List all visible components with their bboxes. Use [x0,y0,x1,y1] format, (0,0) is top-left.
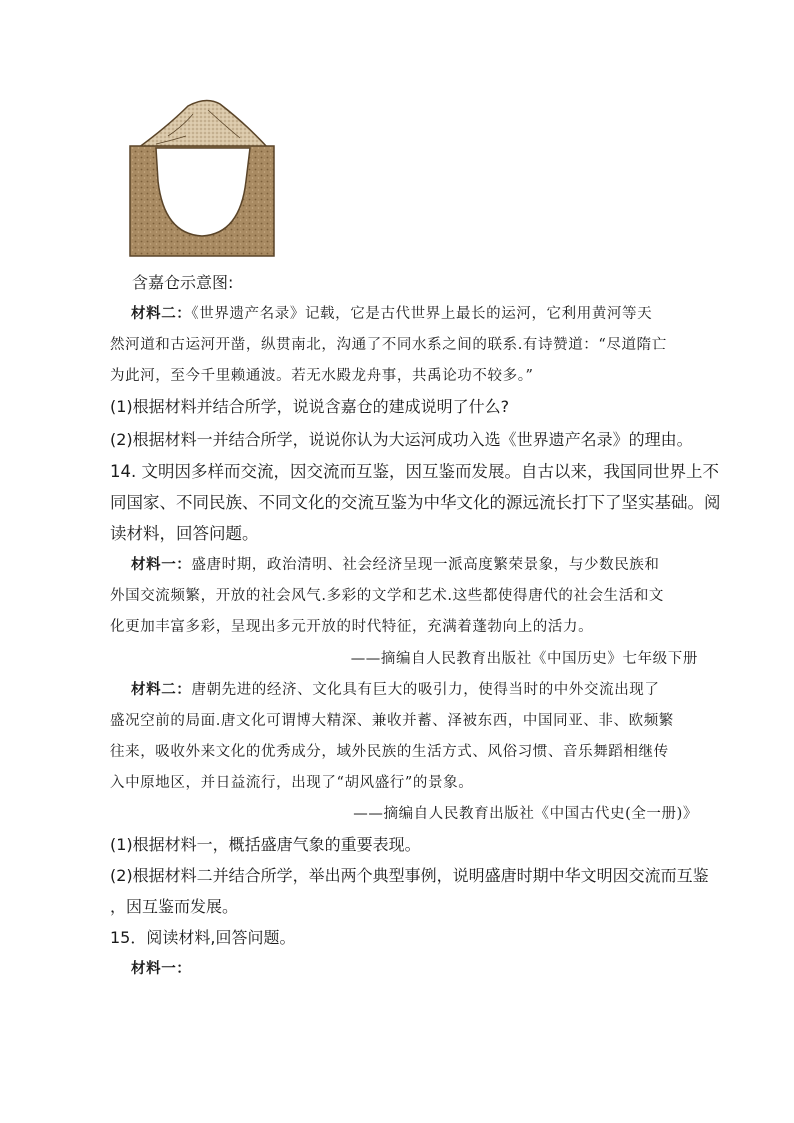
material-paragraph-line: 化更加丰富多彩，呈现出多元开放的时代特征，充满着蓬勃向上的活力。 [110,619,594,635]
question-14-2: (2)根据材料二并结合所学，举出两个典型事例，说明盛唐时期中华文明因交流而互鉴 [110,866,709,885]
material-source: ——摘编自人民教育出版社《中国古代史(全一册)》 [353,806,698,822]
material-paragraph-line: 然河道和古运河开凿，纵贯南北，沟通了不同水系之间的联系.有诗赞道：“尽道隋亡 [110,337,667,353]
material-label: 材料一： [131,556,192,573]
question-14-intro: 读材料，回答问题。 [110,524,259,543]
material-label: 材料二： [131,681,192,698]
hanjia-granary-diagram [128,96,276,258]
material-label: 材料二： [131,305,192,322]
material-paragraph-line: 入中原地区，并日益流行，出现了“胡风盛行”的景象。 [110,775,474,791]
material-source: ——摘编自人民教育出版社《中国历史》七年级下册 [350,651,698,667]
material-paragraph-line: 盛况空前的局面.唐文化可谓博大精深、兼收并蓄、泽被东西，中国同亚、非、欧频繁 [110,713,674,729]
material-label: 材料一： [131,960,192,977]
material-paragraph-line: 外国交流频繁，开放的社会风气.多彩的文学和艺术.这些都使得唐代的社会生活和文 [110,588,665,604]
question-15-intro: 15．阅读材料,回答问题。 [110,928,296,947]
material-paragraph-line: 往来，吸收外来文化的优秀成分，域外民族的生活方式、风俗习惯、音乐舞蹈相继传 [110,744,669,760]
question-14-intro: 同国家、不同民族、不同文化的交流互鉴为中华文化的源远流长打下了坚实基础。阅 [110,493,721,512]
material-paragraph-line: 材料一：盛唐时期，政治清明、社会经济呈现一派高度繁荣景象，与少数民族和 [131,556,660,573]
material-paragraph-line: 为此河，至今千里赖通波。若无水殿龙舟事，共禹论功不较多。” [110,368,534,384]
question-13-1: (1)根据材料并结合所学，说说含嘉仓的建成说明了什么? [110,397,510,416]
material-paragraph-line: 材料二：唐朝先进的经济、文化具有巨大的吸引力，使得当时的中外交流出现了 [131,681,660,698]
question-13-2: (2)根据材料一并结合所学，说说你认为大运河成功入选《世界遗产名录》的理由。 [110,430,693,449]
question-14-intro: 14. 文明因多样而交流，因交流而互鉴，因互鉴而发展。自古以来，我国同世界上不 [110,462,719,481]
material-paragraph-line: 材料二：《世界遗产名录》记载，它是古代世界上最长的运河，它利用黄河等天 [131,305,653,322]
question-14-2-cont: ，因互鉴而发展。 [110,897,239,916]
question-14-1: (1)根据材料一，概括盛唐气象的重要表现。 [110,835,421,854]
figure-caption: 含嘉仓示意图: [132,273,234,292]
